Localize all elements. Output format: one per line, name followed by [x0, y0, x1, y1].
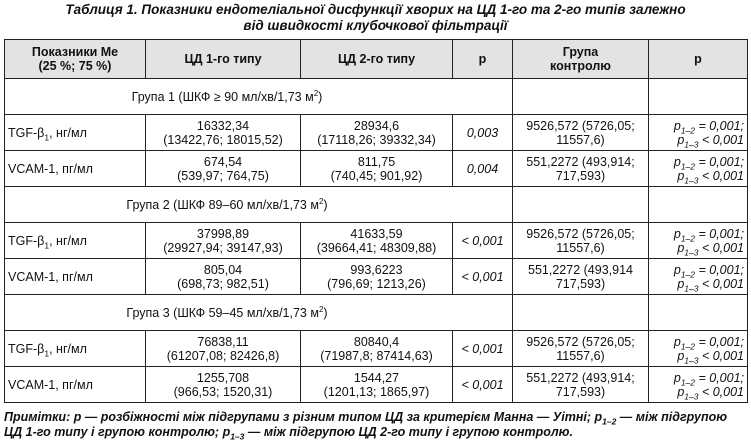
- control-line-2: 11557,6): [556, 348, 605, 363]
- group-title-sup: 2: [318, 304, 324, 314]
- control-line-1: 551,2272 (493,914;: [526, 370, 635, 385]
- p12-sub: 1–2: [680, 269, 695, 279]
- header-row: [5, 40, 748, 79]
- group-title-close: ): [323, 305, 328, 320]
- type1-cell: [146, 223, 301, 259]
- type1-iqr: (698,73; 982,51): [177, 276, 269, 291]
- group-title-close: ): [318, 89, 323, 104]
- p13-line: [652, 277, 744, 291]
- p12-value: = 0,001;: [695, 370, 744, 385]
- p-value-cell: 0,004: [453, 151, 513, 187]
- p13-letter: p: [677, 132, 685, 147]
- indicator-unit: , нг/мл: [49, 341, 87, 356]
- indicator-cell: [5, 367, 146, 403]
- p12-letter: p: [673, 370, 681, 385]
- control-line-1: 9526,572 (5726,05;: [526, 334, 635, 349]
- p12-sub: 1–2: [680, 125, 695, 135]
- group-title: Група 3 (ШКФ 59–45 мл/хв/1,73 м: [126, 305, 319, 320]
- p13-letter: p: [677, 168, 685, 183]
- type1-iqr: (29927,94; 39147,93): [163, 240, 283, 255]
- group-label-cell: [5, 187, 513, 223]
- p12-letter: p: [673, 154, 681, 169]
- p13-value: < 0,001: [698, 168, 744, 183]
- p13-value: < 0,001: [698, 348, 744, 363]
- header-indicator: [5, 40, 146, 79]
- p12-letter: p: [673, 226, 681, 241]
- type1-iqr: (966,53; 1520,31): [173, 384, 273, 399]
- p-value-cell: < 0,001: [453, 331, 513, 367]
- p12-sub: 1–2: [680, 161, 695, 171]
- p13-line: [652, 133, 744, 147]
- p13-value: < 0,001: [698, 240, 744, 255]
- footnote: [4, 410, 747, 440]
- type1-median: 805,04: [203, 262, 243, 277]
- p-value-cell: < 0,001: [453, 259, 513, 295]
- p12-letter: p: [673, 334, 681, 349]
- p-value-cell: < 0,001: [453, 367, 513, 403]
- group-row: [5, 295, 748, 331]
- footnote-text-3: — між підгрупою ЦД 2-го типу і групою контролю.: [244, 425, 573, 439]
- header-indicator-line-2: (25 %; 75 %): [38, 59, 112, 73]
- p13-sub: 1–3: [684, 391, 699, 401]
- p-control-cell: [649, 259, 748, 295]
- type1-median: 76838,11: [197, 334, 249, 349]
- p-control-cell: [649, 115, 748, 151]
- indicator-name: TGF-β: [8, 233, 45, 248]
- p12-value: = 0,001;: [695, 334, 744, 349]
- type1-cell: [146, 115, 301, 151]
- type1-cell: [146, 331, 301, 367]
- type2-iqr: (796,69; 1213,26): [327, 276, 426, 291]
- group-title-sup: 2: [318, 196, 324, 206]
- table-row: [5, 151, 748, 187]
- indicator-name: TGF-β: [8, 125, 45, 140]
- p13-letter: p: [677, 240, 685, 255]
- type2-cell: [301, 115, 453, 151]
- p-control-cell: [649, 151, 748, 187]
- table-row: [5, 223, 748, 259]
- table-row: [5, 367, 748, 403]
- indicator-name: VCAM-1, пг/мл: [8, 377, 93, 392]
- type2-iqr: (740,45; 901,92): [330, 168, 423, 183]
- type1-median: 16332,34: [196, 118, 250, 133]
- header-p: р: [453, 40, 513, 79]
- control-line-2: 717,593): [555, 276, 606, 291]
- p13-letter: p: [677, 276, 685, 291]
- type2-median: 41633,59: [350, 226, 403, 241]
- control-cell: [513, 367, 649, 403]
- group-title-sup: 2: [313, 88, 319, 98]
- caption-line-2: від швидкості клубочкової фільтрації: [243, 18, 508, 33]
- type2-cell: [301, 151, 453, 187]
- type2-median: 811,75: [357, 154, 396, 169]
- type2-iqr: (1201,13; 1865,97): [323, 384, 430, 399]
- p12-sub: 1–2: [680, 233, 695, 243]
- p13-value: < 0,001: [698, 276, 744, 291]
- p-control-cell: [649, 223, 748, 259]
- header-control-line-2: контролю: [550, 59, 611, 73]
- p13-sub: 1–3: [684, 247, 699, 257]
- indicator-cell: [5, 151, 146, 187]
- group-row: [5, 187, 748, 223]
- p12-value: = 0,001;: [695, 226, 744, 241]
- group-label: [126, 306, 327, 320]
- type1-cell: [146, 151, 301, 187]
- footnote-text-1: Примітки: р — розбіжності між підгрупами з різним типом ЦД за критерієм Манна — Уітні; р: [4, 410, 603, 424]
- group-title: Група 1 (ШКФ ≥ 90 мл/хв/1,73 м: [131, 89, 314, 104]
- indicator-unit: , нг/мл: [49, 233, 87, 248]
- control-cell: [513, 151, 649, 187]
- indicator-name: TGF-β: [8, 341, 45, 356]
- type1-cell: [146, 367, 301, 403]
- indicator-name: VCAM-1, пг/мл: [8, 269, 93, 284]
- control-line-1: 9526,572 (5726,05;: [526, 226, 635, 241]
- type2-iqr: (17118,26; 39332,34): [317, 132, 436, 147]
- type2-median: 1544,27: [353, 370, 400, 385]
- group-empty-p: [649, 79, 748, 115]
- type2-cell: [301, 259, 453, 295]
- footnote-text-2: — між підгрупою ЦД 1-го типу і групою контролю; р: [4, 410, 728, 439]
- p12-value: = 0,001;: [695, 154, 744, 169]
- p13-line: [652, 169, 744, 183]
- control-cell: [513, 223, 649, 259]
- caption-line-1: Таблиця 1. Показники ендотеліальної дисфункції хворих на ЦД 1-го та 2-го типів залежно: [65, 2, 686, 17]
- p13-sub: 1–3: [684, 175, 699, 185]
- header-control-line-1: Група: [562, 45, 599, 59]
- table-row: [5, 259, 748, 295]
- indicator-cell: [5, 115, 146, 151]
- header-p-control: р: [649, 40, 748, 79]
- type1-median: 674,54: [203, 154, 243, 169]
- data-table: [4, 39, 748, 403]
- group-label-cell: [5, 295, 513, 331]
- control-cell: [513, 115, 649, 151]
- p12-sub: 1–2: [680, 377, 695, 387]
- indicator-cell: [5, 331, 146, 367]
- indicator-cell: [5, 259, 146, 295]
- group-label: [132, 90, 323, 104]
- type1-iqr: (539,97; 764,75): [177, 168, 269, 183]
- group-row: [5, 79, 748, 115]
- control-cell: [513, 331, 649, 367]
- p12-letter: p: [673, 262, 681, 277]
- group-empty-control: [513, 187, 649, 223]
- footnote-sub-1: 1–2: [602, 416, 617, 427]
- p12-line: [652, 371, 744, 385]
- type2-cell: [301, 331, 453, 367]
- group-title: Група 2 (ШКФ 89–60 мл/хв/1,73 м: [126, 197, 319, 212]
- type1-cell: [146, 259, 301, 295]
- control-cell: [513, 259, 649, 295]
- control-line-2: 717,593): [555, 168, 606, 183]
- p12-line: [652, 227, 744, 241]
- type2-iqr: (71987,8; 87414,63): [320, 348, 433, 363]
- type1-iqr: (61207,08; 82426,8): [166, 348, 280, 363]
- control-line-2: 11557,6): [556, 240, 605, 255]
- p-value-cell: < 0,001: [453, 223, 513, 259]
- type1-median: 37998,89: [196, 226, 250, 241]
- type2-median: 993,6223: [350, 262, 403, 277]
- table-caption: [0, 2, 751, 34]
- indicator-name: VCAM-1, пг/мл: [8, 161, 93, 176]
- indicator-cell: [5, 223, 146, 259]
- header-control: [513, 40, 649, 79]
- p13-sub: 1–3: [684, 355, 699, 365]
- control-line-2: 11557,6): [556, 132, 605, 147]
- p-control-cell: [649, 331, 748, 367]
- control-line-1: 9526,572 (5726,05;: [526, 118, 635, 133]
- p12-letter: p: [673, 118, 681, 133]
- p12-value: = 0,001;: [695, 118, 744, 133]
- type2-median: 80840,4: [353, 334, 400, 349]
- p13-line: [652, 385, 744, 399]
- p12-line: [652, 155, 744, 169]
- p12-value: = 0,001;: [695, 262, 744, 277]
- indicator-unit: , нг/мл: [49, 125, 87, 140]
- type1-median: 1255,708: [196, 370, 250, 385]
- group-title-close: ): [323, 197, 328, 212]
- header-type2: ЦД 2-го типу: [301, 40, 453, 79]
- indicator-sub: 1: [44, 132, 50, 142]
- p13-sub: 1–3: [684, 283, 699, 293]
- group-empty-p: [649, 295, 748, 331]
- table-row: [5, 115, 748, 151]
- indicator-sub: 1: [44, 240, 50, 250]
- footnote-sub-2: 1–3: [230, 431, 245, 442]
- p-value-cell: 0,003: [453, 115, 513, 151]
- p13-sub: 1–3: [684, 139, 699, 149]
- header-indicator-line-1: Показники Ме: [31, 45, 119, 59]
- table-row: [5, 331, 748, 367]
- group-empty-control: [513, 295, 649, 331]
- p13-letter: p: [677, 384, 685, 399]
- group-empty-control: [513, 79, 649, 115]
- type2-cell: [301, 223, 453, 259]
- control-line-1: 551,2272 (493,914;: [526, 154, 635, 169]
- p12-line: [652, 263, 744, 277]
- group-label-cell: [5, 79, 513, 115]
- header-type1: ЦД 1-го типу: [146, 40, 301, 79]
- type2-iqr: (39664,41; 48309,88): [316, 240, 437, 255]
- p12-line: [652, 335, 744, 349]
- p13-line: [652, 241, 744, 255]
- p13-value: < 0,001: [698, 384, 744, 399]
- p13-letter: p: [677, 348, 685, 363]
- p12-sub: 1–2: [680, 341, 695, 351]
- indicator-sub: 1: [44, 348, 50, 358]
- group-label: [126, 198, 327, 212]
- type2-cell: [301, 367, 453, 403]
- control-line-2: 717,593): [555, 384, 606, 399]
- type2-median: 28934,6: [353, 118, 400, 133]
- p13-value: < 0,001: [698, 132, 744, 147]
- p12-line: [652, 119, 744, 133]
- p-control-cell: [649, 367, 748, 403]
- group-empty-p: [649, 187, 748, 223]
- p13-line: [652, 349, 744, 363]
- control-line-1: 551,2272 (493,914: [528, 262, 633, 277]
- type1-iqr: (13422,76; 18015,52): [163, 132, 283, 147]
